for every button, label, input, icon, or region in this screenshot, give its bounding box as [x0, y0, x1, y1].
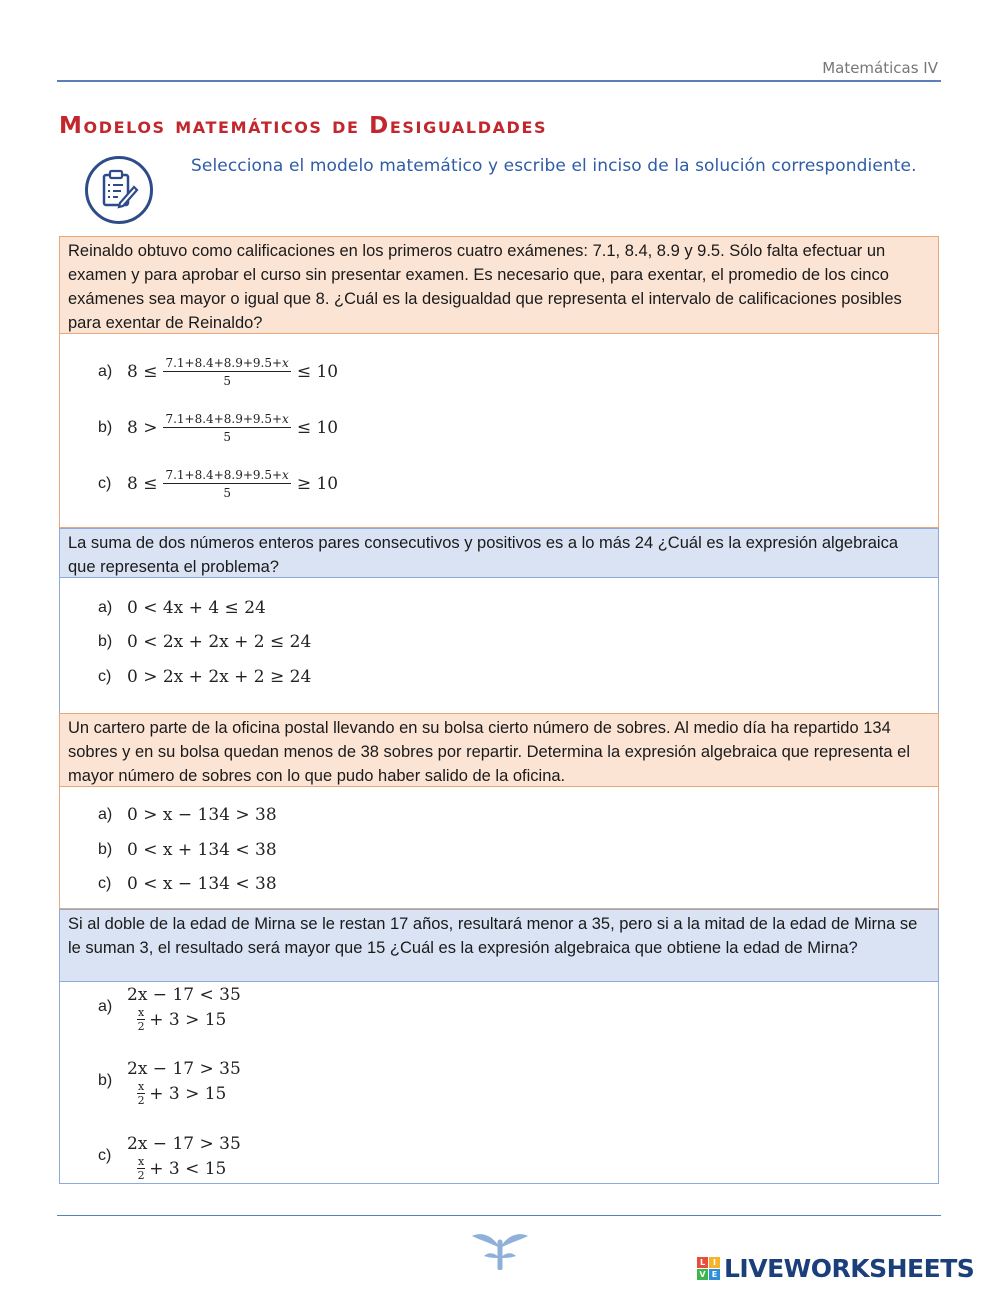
answer-options	[59, 334, 939, 528]
option-c[interactable]: c) 2x − 17 > 35 x 2 + 3 < 15	[98, 1133, 241, 1182]
decorative-flourish-icon	[470, 1228, 530, 1275]
option-b[interactable]: b) 8 > $\frac{7.1+8.4+8.9+9.5+x}{5}$ ≤ 10	[98, 412, 339, 444]
option-c[interactable]: c) 0 > 2x + 2x + 2 ≥ 24	[98, 667, 312, 687]
course-name: Matemáticas IV	[822, 59, 938, 77]
clipboard-pencil-icon	[85, 156, 153, 224]
option-b[interactable]: b) 2x − 17 > 35 x 2 + 3 > 15	[98, 1058, 241, 1107]
option-c[interactable]: c) 8 ≤ $\frac{7.1+8.4+8.9+9.5+x}{5}$ ≥ 10	[98, 468, 339, 500]
option-b[interactable]: b) 0 < 2x + 2x + 2 ≤ 24	[98, 632, 312, 652]
question-text: Un cartero parte de la oficina postal llevando en su bolsa cierto número de sobres. Al medio día ha repartido 134 sobres y en su bolsa quedan menos de 38 sobres por repartir. Determina la expresión algebraica que representa el mayor número de sobres con lo que pudo haber salido de la oficina.	[59, 713, 939, 787]
brand-text: LIVEWORKSHEETS	[724, 1254, 975, 1283]
question-block-1	[59, 236, 939, 528]
question-text: La suma de dos números enteros pares consecutivos y positivos es a lo más 24 ¿Cuál es la expresión algebraica que representa el problema?	[59, 528, 939, 578]
option-a[interactable]: a) 0 > x − 134 > 38	[98, 805, 277, 825]
question-block-4	[59, 909, 939, 1184]
answer-options	[59, 982, 939, 1184]
instructions-text: Selecciona el modelo matemático y escribe el inciso de la solución correspondiente.	[191, 156, 917, 176]
option-c[interactable]: c) 0 < x − 134 < 38	[98, 874, 277, 894]
option-a[interactable]: a) 0 < 4x + 4 ≤ 24	[98, 598, 266, 618]
answer-options	[59, 787, 939, 909]
question-text: Si al doble de la edad de Mirna se le restan 17 años, resultará menor a 35, pero si a la mitad de la edad de Mirna se le suman 3, el resultado será mayor que 15 ¿Cuál es la expresión algebraica que obtiene la edad de Mirna?	[59, 909, 939, 982]
option-a[interactable]: a) 2x − 17 < 35 x 2 + 3 > 15	[98, 984, 241, 1033]
page-title: Modelos matemáticos de Desigualdades	[59, 113, 548, 139]
worksheet-icon-box	[72, 150, 180, 228]
brand-mark: L I V E	[697, 1257, 720, 1280]
footer-divider	[57, 1215, 941, 1216]
option-a[interactable]: a) 8 ≤ $\frac{7.1+8.4+8.9+9.5+x}{5}$ ≤ 10	[98, 356, 339, 388]
question-block-3	[59, 713, 939, 909]
question-text: Reinaldo obtuvo como calificaciones en los primeros cuatro exámenes: 7.1, 8.4, 8.9 y 9.5. Sólo falta efectuar un examen y para aprobar el curso sin presentar examen. Es necesario que, para exentar, el promedio de los cinco exámenes sea mayor o igual que 8. ¿Cuál es la desigualdad que representa el intervalo de calificaciones posibles para exentar de Reinaldo?	[59, 236, 939, 334]
question-block-2	[59, 528, 939, 714]
header-divider	[57, 80, 941, 82]
answer-options	[59, 578, 939, 714]
liveworksheets-logo-icon[interactable]	[697, 1254, 974, 1283]
option-b[interactable]: b) 0 < x + 134 < 38	[98, 840, 277, 860]
